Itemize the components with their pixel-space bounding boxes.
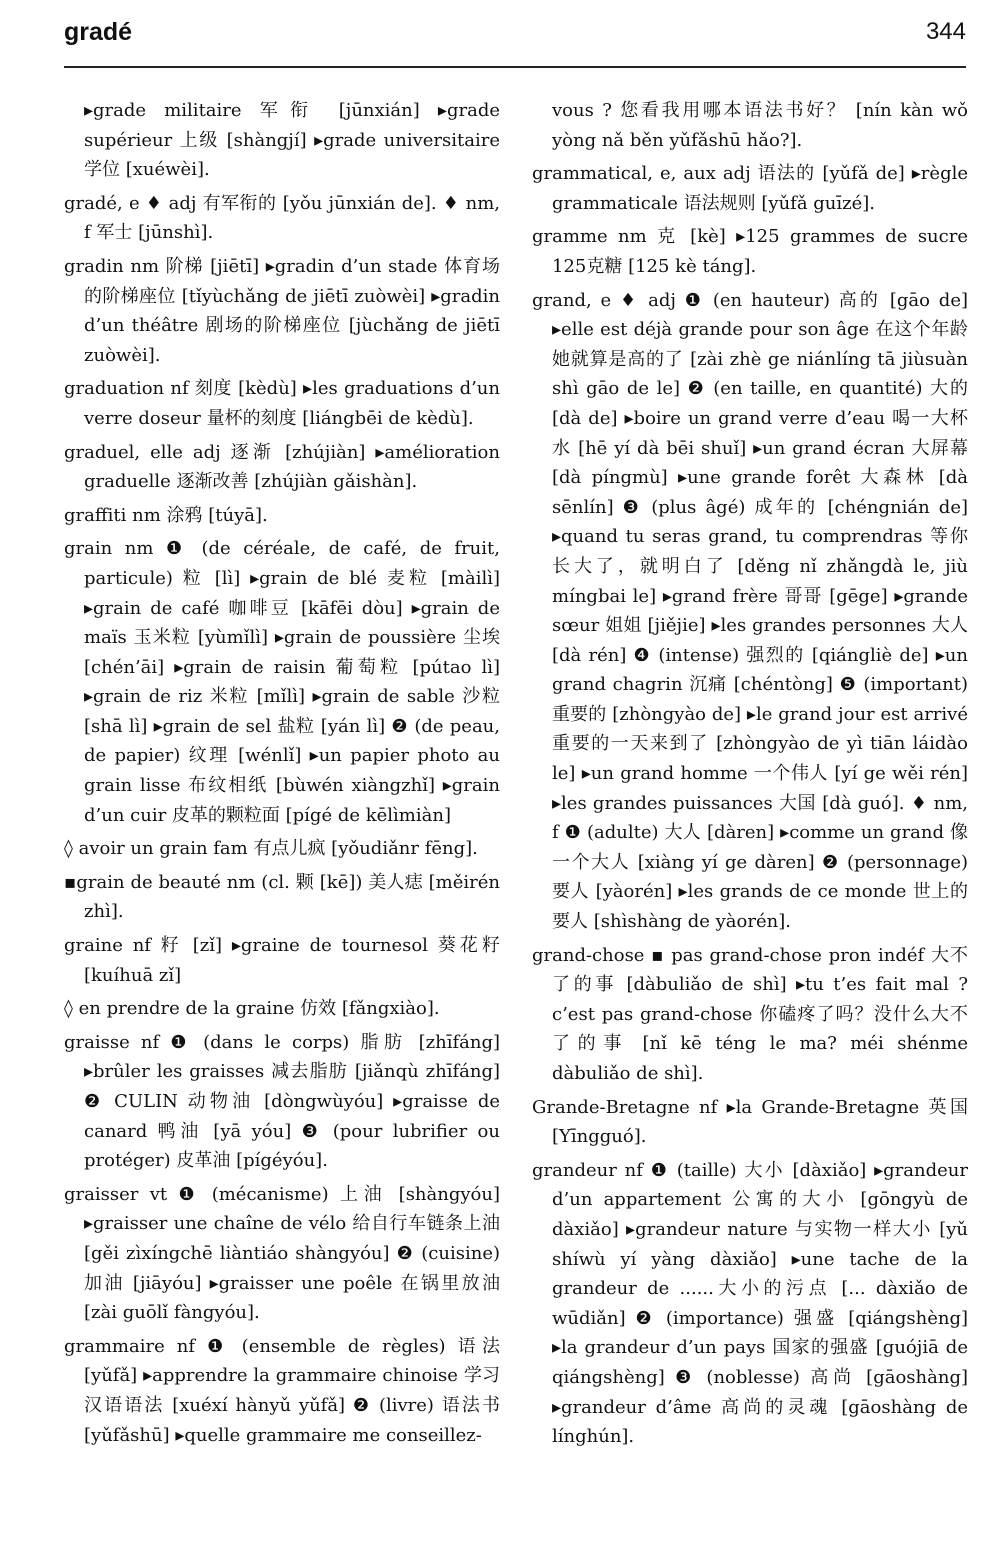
dictionary-entry: graisser vt ❶ (mécanisme) 上油 [shàngyóu] ▸graisser une chaîne de vélo 给自行车链条上油 [gěi zìxíngchē liàntiáo shàngyóu] ❷ (cuisine) 加油 [jiāyóu] ▸graisser une poêle 在锅里放油 [zài guōlǐ fàngyóu]. [64, 1183, 500, 1324]
dictionary-entry: grandeur nf ❶ (taille) 大小 [dàxiǎo] ▸grandeur d’un appartement 公寓的大小 [gōngyù de dàxiǎo] ▸grandeur nature 与实物一样大小 [yǔ shíwù yí yàng dàxiǎo] ▸une tache de la grandeur de ......大小的污点 [... dàxiǎo de wūdiǎn] ❷ (importance) 强盛 [qiángshèng] ▸la grandeur d’un pays 国家的强盛 [guójiā de qiángshèng] ❸ (noblesse) 高尚 [gāoshàng] ▸grandeur d’âme 高尚的灵魂 [gāoshàng de línghún]. [532, 1159, 968, 1448]
page-number: 344 [925, 18, 966, 45]
dictionary-entry: ◊ en prendre de la graine 仿效 [fǎngxiào]. [64, 998, 440, 1020]
dictionary-entry: gradin nm 阶梯 [jiētī] ▸gradin d’un stade 体育场的阶梯座位 [tǐyùchǎng de jiētī zuòwèi] ▸gradin d’un théâtre 剧场的阶梯座位 [jùchǎng de jiētī zuòwèi]. [64, 255, 500, 366]
dictionary-entry: ▸grade militaire 军衔 [jūnxián] ▸grade supérieur 上级 [shàngjí] ▸grade universitaire 学位 [xuéwèi]. [84, 100, 500, 181]
dictionary-entry: graduation nf 刻度 [kèdù] ▸les graduations d’un verre doseur 量杯的刻度 [liángbēi de kèdù]. [64, 378, 500, 429]
dictionary-entry: gradé, e ♦ adj 有军衔的 [yǒu jūnxián de]. ♦ nm, f 军士 [jūnshì]. [64, 192, 500, 244]
page-header [64, 18, 966, 58]
dictionary-entry: graine nf 籽 [zǐ] ▸graine de tournesol 葵花籽 [kuíhuā zǐ] [64, 935, 500, 986]
dictionary-entry: ◊ avoir un grain fam 有点儿疯 [yǒudiǎnr fēng]. [64, 838, 478, 860]
dictionary-entry: Grande-Bretagne nf ▸la Grande-Bretagne 英国 [Yīngguó]. [532, 1096, 968, 1148]
dictionary-entry: vous ? 您看我用哪本语法书好？ [nín kàn wǒ yòng nǎ běn yǔfǎshū hǎo?]. [552, 100, 968, 151]
dictionary-entry: grammaire nf ❶ (ensemble de règles) 语法 [yǔfǎ] ▸apprendre la grammaire chinoise 学习汉语语法 [xuéxí hànyǔ yǔfǎ] ❷ (livre) 语法书 [yǔfǎshū] ▸quelle grammaire me conseillez- [64, 1335, 500, 1446]
dictionary-entry: graduel, elle adj 逐渐 [zhújiàn] ▸amélioration graduelle 逐渐改善 [zhújiàn gǎishàn]. [64, 441, 500, 493]
running-head-word: gradé [64, 18, 133, 46]
left-column [64, 96, 500, 1454]
dictionary-entry: grain nm ❶ (de céréale, de café, de fruit, particule) 粒 [lì] ▸grain de blé 麦粒 [màilì] ▸grain de café 咖啡豆 [kāfēi dòu] ▸grain de maïs 玉米粒 [yùmǐlì] ▸grain de poussière 尘埃 [chén’āi] ▸grain de raisin 葡萄粒 [pútao lì] ▸grain de riz 米粒 [mǐlì] ▸grain de sable 沙粒 [shā lì] ▸grain de sel 盐粒 [yán lì] ❷ (de peau, de papier) 纹理 [wénlǐ] ▸un papier photo au grain lisse 布纹相纸 [bùwén xiàngzhǐ] ▸grain d’un cuir 皮革的颗粒面 [pígé de kēlìmiàn] [64, 538, 500, 826]
dictionary-entry: graffiti nm 涂鸦 [túyā]. [64, 504, 268, 526]
dictionary-entry: grand-chose ▪ pas grand-chose pron indéf 大不了的事 [dàbuliǎo de shì] ▸tu t’es fait mal ? c’est pas grand-chose 你磕疼了吗？没什么大不了的事 [nǐ kē téng le ma? méi shénme dàbuliǎo de shì]. [532, 944, 968, 1084]
dictionary-entry: graisse nf ❶ (dans le corps) 脂肪 [zhīfáng] ▸brûler les graisses 减去脂肪 [jiǎnqù zhīfáng] ❷ CULIN 动物油 [dòngwùyóu] ▸graisse de canard 鸭油 [yā yóu] ❸ (pour lubrifier ou protéger) 皮革油 [pígéyóu]. [64, 1031, 500, 1172]
dictionary-entry: gramme nm 克 [kè] ▸125 grammes de sucre 125克糖 [125 kè táng]. [532, 226, 968, 277]
dictionary-entry: ▪grain de beauté nm (cl. 颗 [kē]) 美人痣 [měirén zhì]. [64, 871, 500, 923]
dictionary-entry: grand, e ♦ adj ❶ (en hauteur) 高的 [gāo de] ▸elle est déjà grande pour son âge 在这个年龄她就算是高的了 [zài zhè ge niánlíng tā jiùsuàn shì gāo de le] ❷ (en taille, en quantité) 大的 [dà de] ▸boire un grand verre d’eau 喝一大杯水 [hē yí dà bēi shuǐ] ▸un grand écran 大屏幕 [dà píngmù] ▸une grande forêt 大森林 [dà sēnlín] ❸ (plus âgé) 成年的 [chéngnián de] ▸quand tu seras grand, tu comprendras 等你长大了，就明白了 [děng nǐ zhǎngdà le, jiù míngbai le] ▸grand frère 哥哥 [gēge] ▸grande sœur 姐姐 [jiějie] ▸les grandes personnes 大人 [dà rén] ❹ (intense) 强烈的 [qiángliè de] ▸un grand chagrin 沉痛 [chéntòng] ❺ (important) 重要的 [zhòngyào de] ▸le grand jour est arrivé 重要的一天来到了 [zhòngyào de yì tiān láidào le] ▸un grand homme 一个伟人 [yí ge wěi rén] ▸les grandes puissances 大国 [dà guó]. ♦ nm, f ❶ (adulte) 大人 [dàren] ▸comme un grand 像一个大人 [xiàng yí ge dàren] ❷ (personnage) 要人 [yàorén] ▸les grands de ce monde 世上的要人 [shìshàng de yàorén]. [532, 289, 968, 933]
header-rule [64, 66, 966, 68]
dictionary-entry: grammatical, e, aux adj 语法的 [yǔfǎ de] ▸règle grammaticale 语法规则 [yǔfǎ guīzé]. [532, 163, 968, 214]
right-column [532, 96, 968, 1456]
